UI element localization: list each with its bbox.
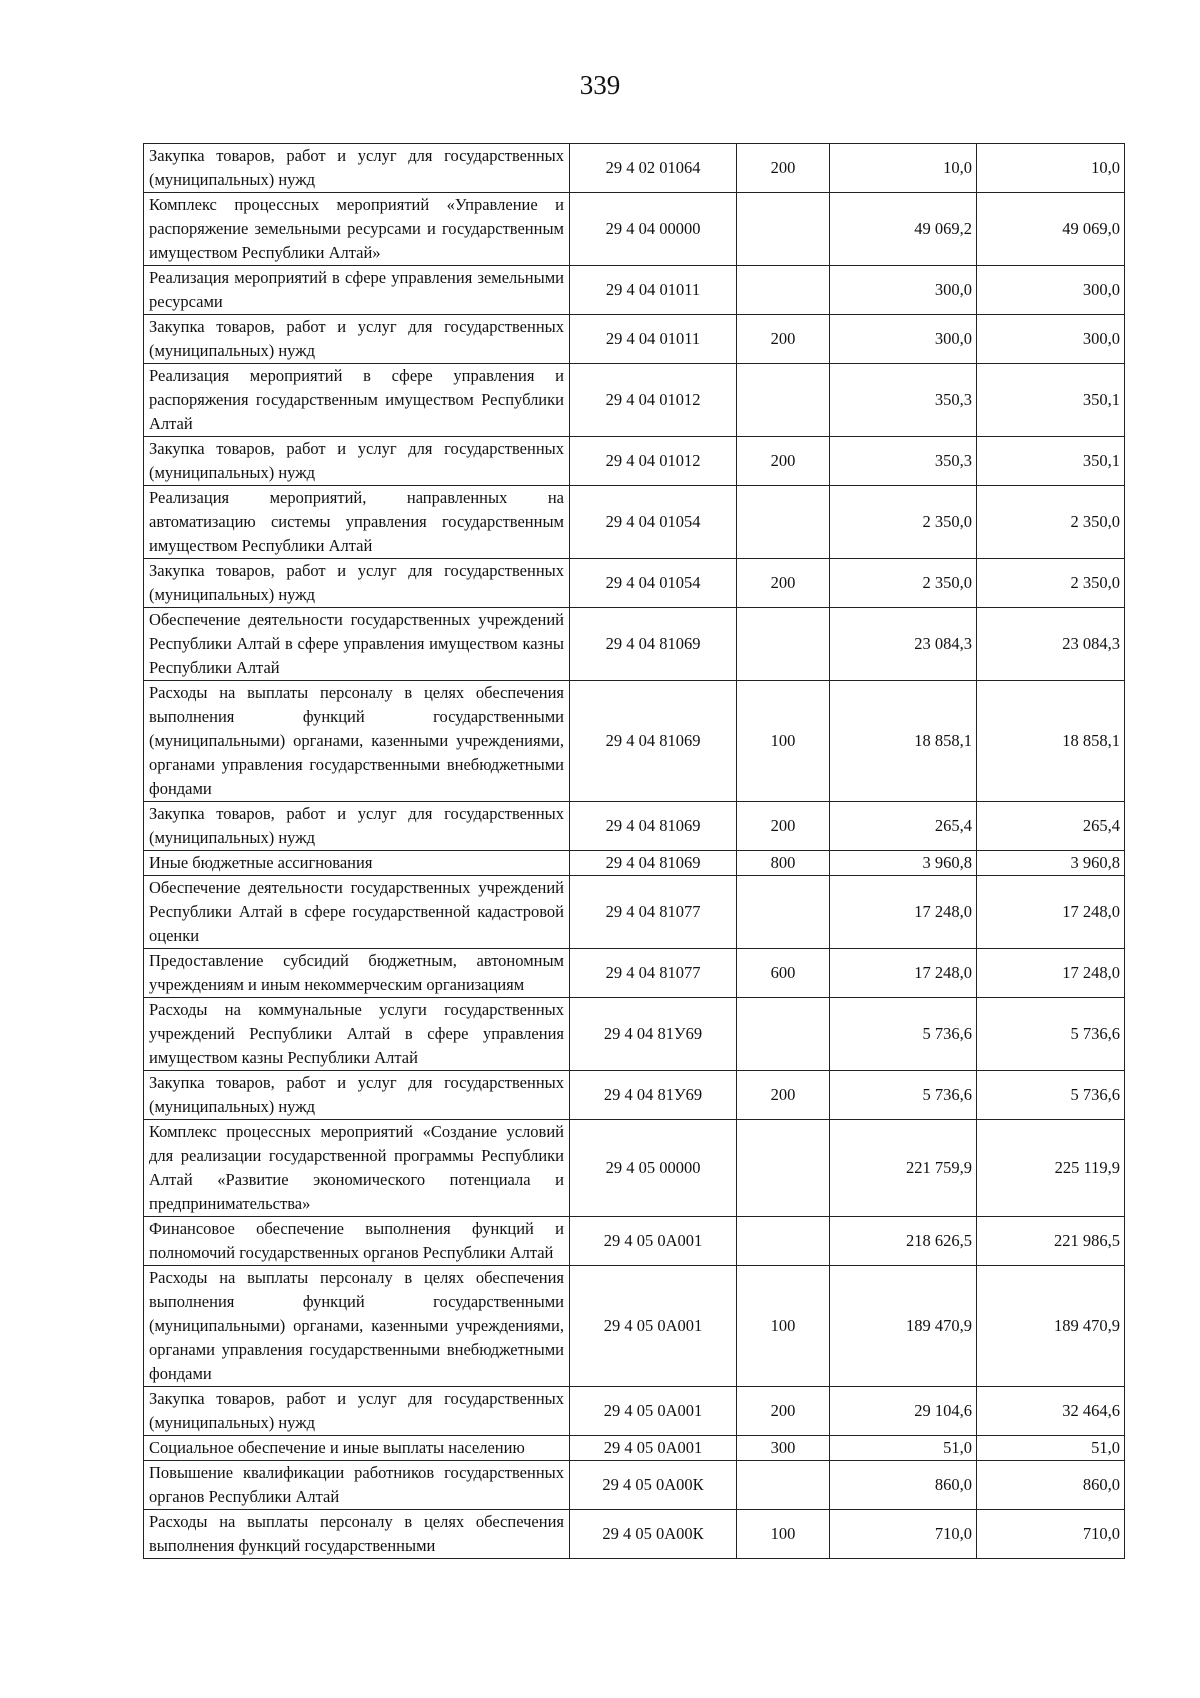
amount-year1-cell: 23 084,3 [830,608,977,681]
expense-type-cell [737,193,830,266]
amount-year2-cell: 265,4 [977,802,1125,851]
expense-type-cell: 800 [737,851,830,876]
target-code-cell: 29 4 04 81У69 [570,1071,737,1120]
amount-year2-cell: 225 119,9 [977,1120,1125,1217]
expense-type-cell [737,1217,830,1266]
amount-year2-cell: 2 350,0 [977,486,1125,559]
target-code-cell: 29 4 04 01011 [570,315,737,364]
amount-year1-cell: 218 626,5 [830,1217,977,1266]
table-row [144,681,1125,802]
budget-table-body [144,144,1125,1559]
target-code-cell: 29 4 05 0А001 [570,1387,737,1436]
table-row [144,1436,1125,1461]
table-row [144,851,1125,876]
table-row [144,802,1125,851]
budget-table [143,143,1125,1559]
expense-name-cell: Закупка товаров, работ и услуг для государственных (муниципальных) нужд [144,1071,570,1120]
target-code-cell: 29 4 04 81069 [570,681,737,802]
table-row [144,144,1125,193]
amount-year2-cell: 32 464,6 [977,1387,1125,1436]
expense-type-cell [737,876,830,949]
amount-year2-cell: 51,0 [977,1436,1125,1461]
expense-type-cell: 600 [737,949,830,998]
target-code-cell: 29 4 05 0А00К [570,1461,737,1510]
expense-name-cell: Закупка товаров, работ и услуг для государственных (муниципальных) нужд [144,1387,570,1436]
table-row [144,876,1125,949]
target-code-cell: 29 4 04 81069 [570,802,737,851]
amount-year1-cell: 189 470,9 [830,1266,977,1387]
amount-year1-cell: 350,3 [830,364,977,437]
target-code-cell: 29 4 04 00000 [570,193,737,266]
amount-year1-cell: 2 350,0 [830,559,977,608]
expense-name-cell: Закупка товаров, работ и услуг для государственных (муниципальных) нужд [144,559,570,608]
expense-name-cell: Реализация мероприятий в сфере управления земельными ресурсами [144,266,570,315]
expense-name-cell: Комплекс процессных мероприятий «Создание условий для реализации государственной программы Республики Алтай «Развитие экономического потенциала и предпринимательства» [144,1120,570,1217]
amount-year1-cell: 10,0 [830,144,977,193]
expense-type-cell [737,998,830,1071]
table-row [144,437,1125,486]
expense-type-cell [737,1461,830,1510]
amount-year1-cell: 300,0 [830,266,977,315]
amount-year2-cell: 5 736,6 [977,998,1125,1071]
expense-type-cell: 100 [737,1266,830,1387]
amount-year1-cell: 265,4 [830,802,977,851]
expense-name-cell: Закупка товаров, работ и услуг для государственных (муниципальных) нужд [144,437,570,486]
amount-year2-cell: 300,0 [977,315,1125,364]
target-code-cell: 29 4 05 00000 [570,1120,737,1217]
amount-year1-cell: 17 248,0 [830,949,977,998]
target-code-cell: 29 4 02 01064 [570,144,737,193]
amount-year2-cell: 18 858,1 [977,681,1125,802]
expense-name-cell: Расходы на выплаты персоналу в целях обеспечения выполнения функций государственными (муниципальными) органами, казенными учреждениями, органами управления государственными внебюджетными фондами [144,1266,570,1387]
expense-type-cell: 300 [737,1436,830,1461]
expense-type-cell [737,608,830,681]
target-code-cell: 29 4 04 81069 [570,608,737,681]
amount-year1-cell: 3 960,8 [830,851,977,876]
table-row [144,1217,1125,1266]
expense-name-cell: Расходы на выплаты персоналу в целях обеспечения выполнения функций государственными (муниципальными) органами, казенными учреждениями, органами управления государственными внебюджетными фондами [144,681,570,802]
table-row [144,1071,1125,1120]
amount-year1-cell: 17 248,0 [830,876,977,949]
table-row [144,949,1125,998]
page-number: 339 [579,70,621,100]
expense-name-cell: Реализация мероприятий, направленных на автоматизацию системы управления государственным имуществом Республики Алтай [144,486,570,559]
target-code-cell: 29 4 04 81069 [570,851,737,876]
amount-year1-cell: 51,0 [830,1436,977,1461]
amount-year1-cell: 29 104,6 [830,1387,977,1436]
table-row [144,1387,1125,1436]
expense-name-cell: Закупка товаров, работ и услуг для государственных (муниципальных) нужд [144,315,570,364]
target-code-cell: 29 4 04 81У69 [570,998,737,1071]
expense-type-cell: 100 [737,681,830,802]
target-code-cell: 29 4 05 0А00К [570,1510,737,1559]
amount-year1-cell: 860,0 [830,1461,977,1510]
expense-type-cell [737,486,830,559]
table-row [144,486,1125,559]
amount-year1-cell: 221 759,9 [830,1120,977,1217]
amount-year1-cell: 2 350,0 [830,486,977,559]
table-row [144,608,1125,681]
expense-type-cell: 100 [737,1510,830,1559]
expense-name-cell: Обеспечение деятельности государственных учреждений Республики Алтай в сфере управления имуществом казны Республики Алтай [144,608,570,681]
table-row [144,1120,1125,1217]
expense-name-cell: Закупка товаров, работ и услуг для государственных (муниципальных) нужд [144,144,570,193]
amount-year2-cell: 350,1 [977,437,1125,486]
expense-type-cell: 200 [737,1387,830,1436]
amount-year2-cell: 5 736,6 [977,1071,1125,1120]
expense-type-cell [737,1120,830,1217]
expense-type-cell: 200 [737,315,830,364]
expense-name-cell: Повышение квалификации работников государственных органов Республики Алтай [144,1461,570,1510]
target-code-cell: 29 4 05 0А001 [570,1436,737,1461]
amount-year1-cell: 5 736,6 [830,998,977,1071]
expense-type-cell: 200 [737,559,830,608]
target-code-cell: 29 4 04 81077 [570,949,737,998]
expense-name-cell: Закупка товаров, работ и услуг для государственных (муниципальных) нужд [144,802,570,851]
amount-year2-cell: 2 350,0 [977,559,1125,608]
amount-year1-cell: 350,3 [830,437,977,486]
amount-year2-cell: 3 960,8 [977,851,1125,876]
amount-year2-cell: 49 069,0 [977,193,1125,266]
table-row [144,1510,1125,1559]
expense-name-cell: Иные бюджетные ассигнования [144,851,570,876]
target-code-cell: 29 4 05 0А001 [570,1266,737,1387]
expense-name-cell: Комплекс процессных мероприятий «Управление и распоряжение земельными ресурсами и государственным имуществом Республики Алтай» [144,193,570,266]
table-row [144,559,1125,608]
target-code-cell: 29 4 04 81077 [570,876,737,949]
expense-name-cell: Расходы на выплаты персоналу в целях обеспечения выполнения функций государственными [144,1510,570,1559]
amount-year2-cell: 10,0 [977,144,1125,193]
table-row [144,315,1125,364]
amount-year2-cell: 300,0 [977,266,1125,315]
amount-year1-cell: 18 858,1 [830,681,977,802]
target-code-cell: 29 4 04 01054 [570,559,737,608]
amount-year1-cell: 5 736,6 [830,1071,977,1120]
table-row [144,364,1125,437]
expense-name-cell: Реализация мероприятий в сфере управления и распоряжения государственным имуществом Республики Алтай [144,364,570,437]
amount-year2-cell: 17 248,0 [977,949,1125,998]
expense-name-cell: Предоставление субсидий бюджетным, автономным учреждениям и иным некоммерческим организациям [144,949,570,998]
amount-year1-cell: 710,0 [830,1510,977,1559]
expense-type-cell: 200 [737,1071,830,1120]
expense-type-cell: 200 [737,437,830,486]
expense-name-cell: Финансовое обеспечение выполнения функций и полномочий государственных органов Республики Алтай [144,1217,570,1266]
expense-name-cell: Расходы на коммунальные услуги государственных учреждений Республики Алтай в сфере управления имуществом казны Республики Алтай [144,998,570,1071]
amount-year2-cell: 23 084,3 [977,608,1125,681]
expense-type-cell [737,364,830,437]
table-row [144,1266,1125,1387]
target-code-cell: 29 4 04 01054 [570,486,737,559]
expense-type-cell: 200 [737,802,830,851]
amount-year1-cell: 49 069,2 [830,193,977,266]
amount-year2-cell: 860,0 [977,1461,1125,1510]
table-row [144,1461,1125,1510]
amount-year2-cell: 17 248,0 [977,876,1125,949]
table-row [144,998,1125,1071]
expense-name-cell: Социальное обеспечение и иные выплаты населению [144,1436,570,1461]
table-row [144,193,1125,266]
table-row [144,266,1125,315]
amount-year2-cell: 189 470,9 [977,1266,1125,1387]
target-code-cell: 29 4 04 01012 [570,437,737,486]
target-code-cell: 29 4 05 0А001 [570,1217,737,1266]
expense-type-cell: 200 [737,144,830,193]
amount-year2-cell: 710,0 [977,1510,1125,1559]
target-code-cell: 29 4 04 01012 [570,364,737,437]
amount-year2-cell: 350,1 [977,364,1125,437]
amount-year1-cell: 300,0 [830,315,977,364]
amount-year2-cell: 221 986,5 [977,1217,1125,1266]
expense-type-cell [737,266,830,315]
target-code-cell: 29 4 04 01011 [570,266,737,315]
expense-name-cell: Обеспечение деятельности государственных учреждений Республики Алтай в сфере государственной кадастровой оценки [144,876,570,949]
